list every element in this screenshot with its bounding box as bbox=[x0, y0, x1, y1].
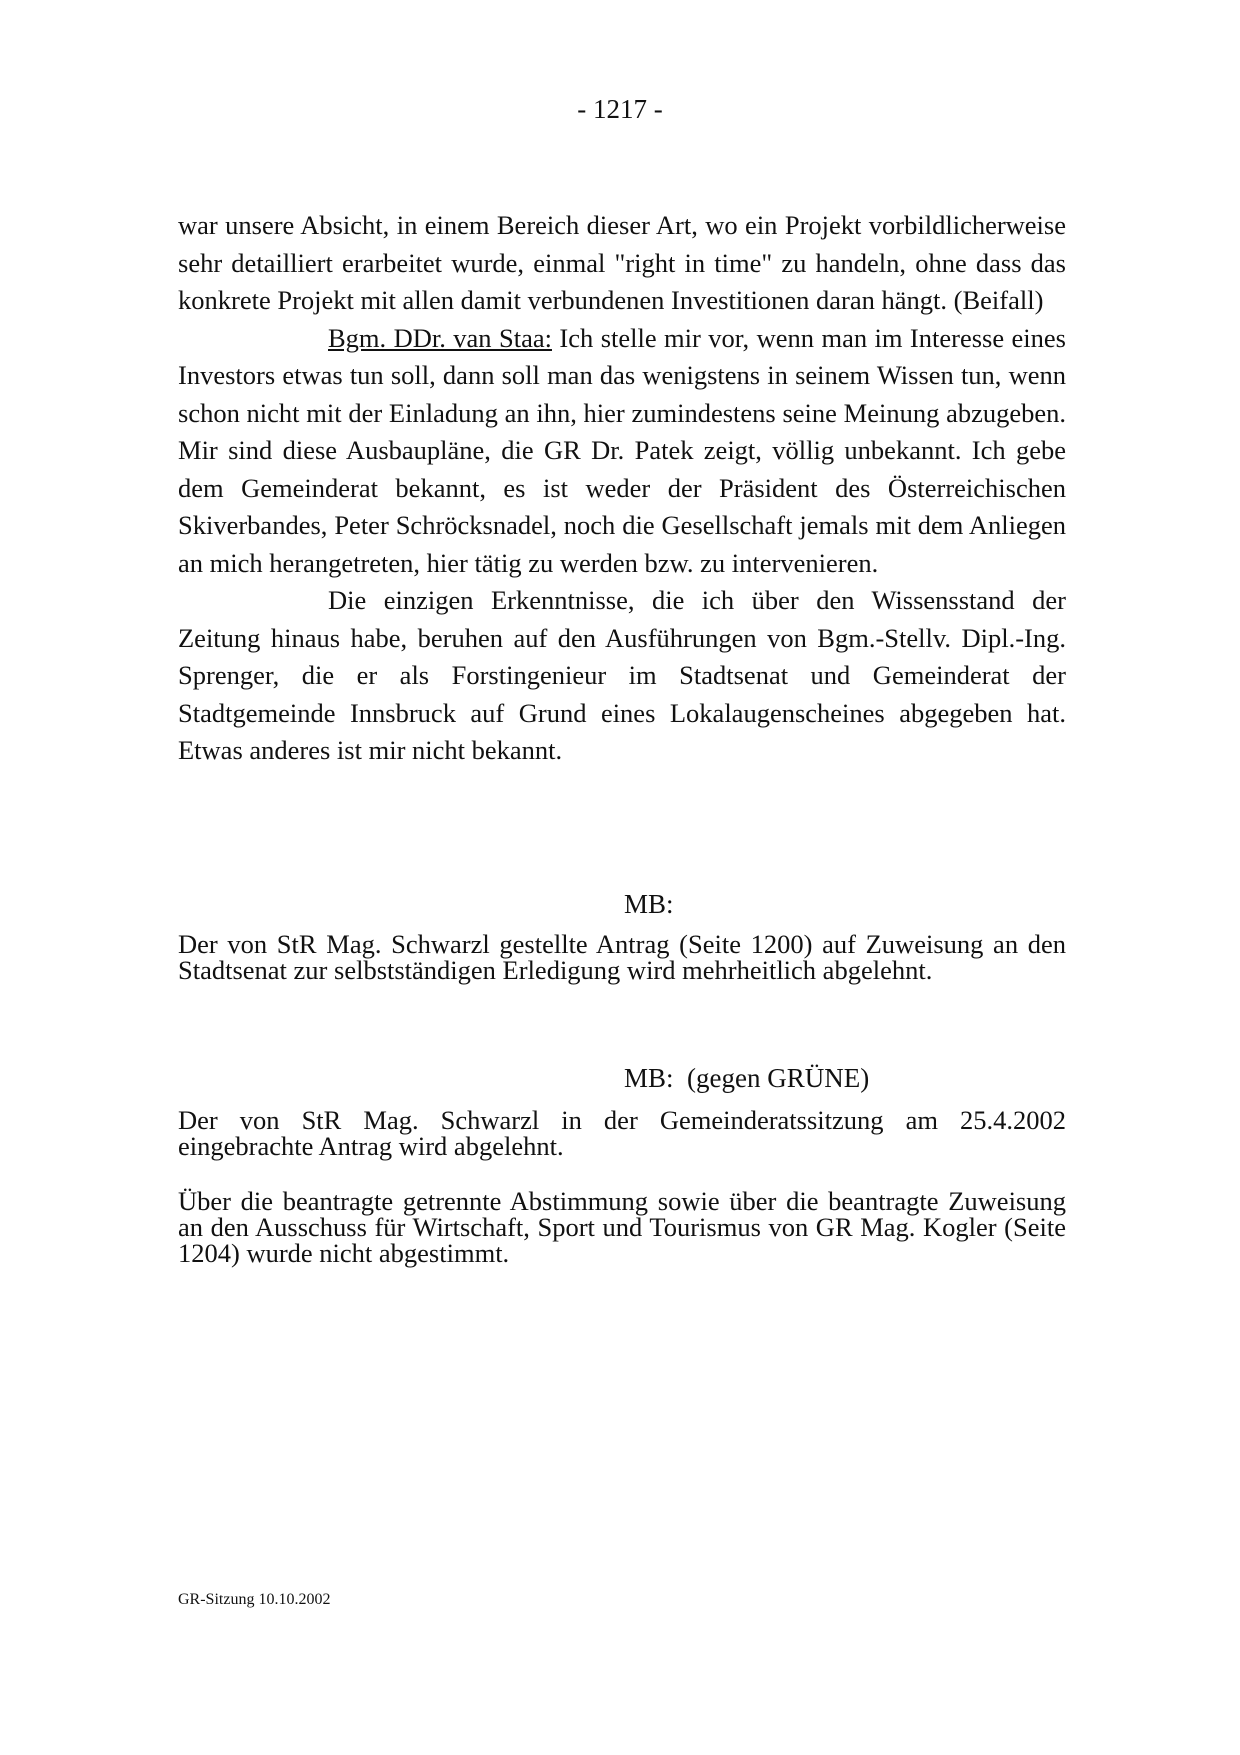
speech-block bbox=[178, 207, 1066, 770]
resolution-text-1: Der von StR Mag. Schwarzl gestellte Antrag (Seite 1200) auf Zuweisung an den Stadtsenat zur selbstständigen Erledigung wird mehrheitlich abgelehnt. bbox=[178, 929, 1066, 985]
page-number: - 1217 - bbox=[577, 94, 663, 124]
resolution-title-2: MB: (gegen GRÜNE) bbox=[624, 1063, 870, 1093]
speaker-name: Bgm. DDr. van Staa: bbox=[328, 322, 552, 353]
paragraph-speech bbox=[178, 320, 1066, 583]
resolution-title-1: MB: bbox=[624, 889, 674, 919]
voting-note: Über die beantragte getrennte Abstimmung sowie über die beantragte Zuweisung an den Ausschuss für Wirtschaft, Sport und Tourismus von GR Mag. Kogler (Seite 1204) wurde nicht abgestimmt. bbox=[178, 1186, 1066, 1268]
paragraph-continuation: war unsere Absicht, in einem Bereich dieser Art, wo ein Projekt vorbildlicherweise sehr detailliert erarbeitet wurde, einmal "right in time" zu handeln, ohne dass das konkrete Projekt mit allen damit verbundenen Investitionen daran hängt. (Beifall) bbox=[178, 210, 1066, 315]
footer-session-date: GR-Sitzung 10.10.2002 bbox=[178, 1591, 331, 1608]
paragraph-speech-continued: Die einzigen Erkenntnisse, die ich über den Wissensstand der Zeitung hinaus habe, beruhen auf den Ausführungen von Bgm.-Stellv. Dipl.-Ing. Sprenger, die er als Forstingenieur im Stadtsenat und Gemeinderat der Stadtgemeinde Innsbruck auf Grund eines Lokalaugenscheines abgegeben hat. Etwas anderes ist mir nicht bekannt. bbox=[178, 585, 1066, 765]
speech-text: Ich stelle mir vor, wenn man im Interesse eines Investors etwas tun soll, dann soll man das wenigstens in seinem Wissen tun, wenn schon nicht mit der Einladung an ihn, hier zumindestens seine Meinung abzugeben. Mir sind diese Ausbaupläne, die GR Dr. Patek zeigt, völlig unbekannt. Ich gebe dem Gemeinderat bekannt, es ist weder der Präsident des Österreichischen Skiverbandes, Peter Schröcksnadel, noch die Gesellschaft jemals mit dem Anliegen an mich herangetreten, hier tätig zu werden bzw. zu intervenieren. bbox=[178, 322, 1066, 578]
resolution-text-2: Der von StR Mag. Schwarzl in der Gemeinderatssitzung am 25.4.2002 eingebrachte Antrag wird abgelehnt. bbox=[178, 1105, 1066, 1161]
